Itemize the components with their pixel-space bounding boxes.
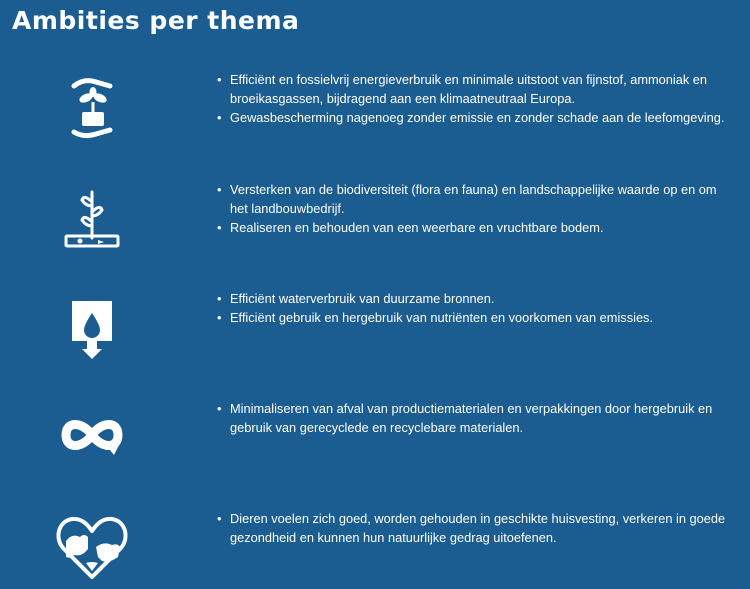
list-item: • Versterken van de biodiversiteit (flora en fauna) en landschappelijke waarde op en om het landbouwbedrijf. [212,180,732,218]
list-item: • Efficiënt waterverbruik van duurzame bronnen. [212,289,732,308]
list-item: • Minimaliseren van afval van productiematerialen en verpakkingen door hergebruik en gebruik van gerecyclede en recyclebare materialen. [212,399,732,437]
theme-bullets [212,289,732,327]
list-item: • Gewasbescherming nagenoeg zonder emissie en zonder schade aan de leefomgeving. [212,108,732,127]
water-drop-tank-icon [52,293,132,365]
theme-bullets [212,509,732,547]
heart-animals-icon [52,511,132,583]
sprout-soil-icon [52,184,132,256]
page-title: Ambities per thema [12,6,300,35]
theme-bullets [212,180,732,237]
list-item: • Realiseren en behouden van een weerbare en vruchtbare bodem. [212,218,732,237]
list-item: • Dieren voelen zich goed, worden gehouden in geschikte huisvesting, verkeren in goede gezondheid en kunnen hun natuurlijke gedrag uitoefenen. [212,509,732,547]
list-item: • Efficiënt gebruik en hergebruik van nutriënten en voorkomen van emissies. [212,308,732,327]
theme-bullets [212,399,732,437]
list-item: • Efficiënt en fossielvrij energieverbruik en minimale uitstoot van fijnstof, ammoniak en broeikasgassen, bijdragend aan een klimaatneutraal Europa. [212,70,732,108]
hands-plant-icon [52,72,132,144]
theme-bullets [212,70,732,127]
recycle-infinity-icon [52,399,132,471]
